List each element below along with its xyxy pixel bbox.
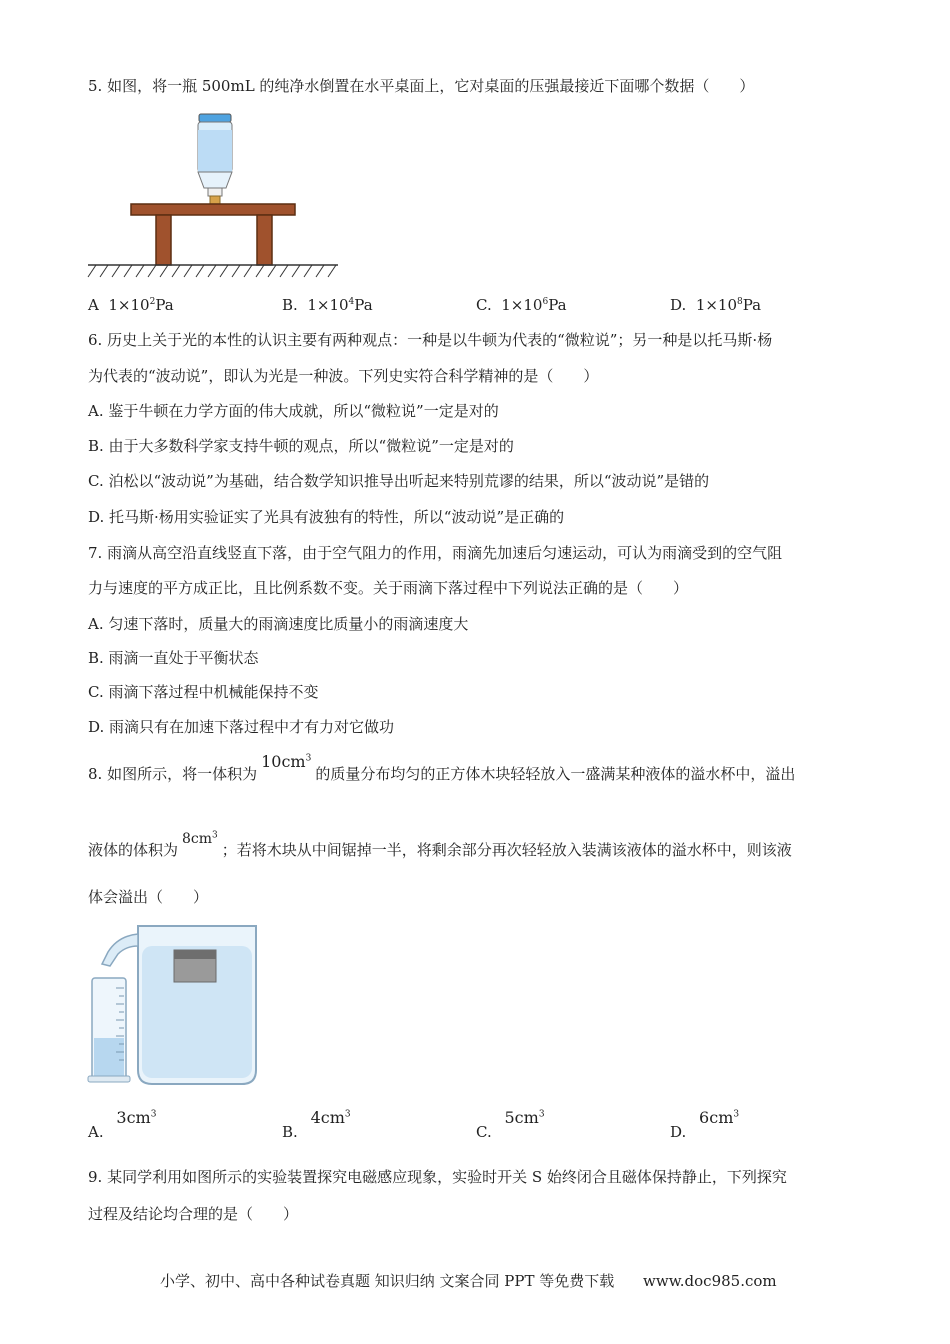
q6-option-c: C. 泊松以“波动说”为基础，结合数学知识推导出听起来特别荒谬的结果，所以“波动说”是错的 <box>88 472 710 490</box>
q8-stem-line3: 体会溢出（ ） <box>88 888 209 906</box>
q6-stem-line2: 为代表的“波动说”，即认为光是一种波。下列史实符合科学精神的是（ ） <box>88 367 599 385</box>
q7-option-a: A. 匀速下落时，质量大的雨滴速度比质量小的雨滴速度大 <box>88 615 469 633</box>
q6-stem-line1: 6. 历史上关于光的本性的认识主要有两种观点：一种是以牛顿为代表的“微粒说”；另一种是以托马斯·杨 <box>88 331 773 349</box>
q5-option-d: D. $1\times 10^8Pa$ <box>670 296 762 314</box>
q8-stem-line1: 8. 如图所示，将一体积为$10cm^3$的质量分布均匀的正方体木块轻轻放入一盛满某种液体的溢水杯中，溢出 <box>88 752 796 783</box>
q9-stem-line2: 过程及结论均合理的是（ ） <box>88 1205 299 1223</box>
q7-stem-line1: 7. 雨滴从高空沿直线竖直下落，由于空气阻力的作用，雨滴先加速后匀速运动，可认为雨滴受到的空气阻 <box>88 544 783 562</box>
q7-option-c: C. 雨滴下落过程中机械能保持不变 <box>88 683 319 701</box>
q5-option-c: C. $1\times 10^6Pa$ <box>476 296 567 314</box>
q6-option-d: D. 托马斯·杨用实验证实了光具有波独有的特性，所以“波动说”是正确的 <box>88 508 565 526</box>
q7-option-d: D. 雨滴只有在加速下落过程中才有力对它做功 <box>88 718 395 736</box>
bottle-on-table-figure <box>86 108 346 288</box>
footer-text: 小学、初中、高中各种试卷真题 知识归纳 文案合同 PPT 等免费下载 <box>160 1272 615 1290</box>
q5-option-a: A $1\times 10^2Pa$ <box>88 296 174 314</box>
q8-option-d: D. $6cm^3$ <box>670 1108 740 1141</box>
page-footer <box>160 1270 777 1291</box>
q7-stem-line2: 力与速度的平方成正比，且比例系数不变。关于雨滴下落过程中下列说法正确的是（ ） <box>88 579 689 597</box>
q7-option-b: B. 雨滴一直处于平衡状态 <box>88 649 259 667</box>
footer-url[interactable]: www.doc985.com <box>643 1272 777 1290</box>
q6-option-b: B. 由于大多数科学家支持牛顿的观点，所以“微粒说”一定是对的 <box>88 437 514 455</box>
q8-stem-line2: 液体的体积为$8cm^3$；若将木块从中间锯掉一半，将剩余部分再次轻轻放入装满该液体的溢水杯中，则该液 <box>88 830 792 859</box>
q5-stem: 5. 如图，将一瓶 500mL 的纯净水倒置在水平桌面上，它对桌面的压强最接近下面哪个数据（ ） <box>88 77 755 95</box>
q5-option-b: B. $1\times 10^4Pa$ <box>282 296 373 314</box>
q6-option-a: A. 鉴于牛顿在力学方面的伟大成就，所以“微粒说”一定是对的 <box>88 402 499 420</box>
q9-stem-line1: 9. 某同学利用如图所示的实验装置探究电磁感应现象，实验时开关 S 始终闭合且磁体保持静止，下列探究 <box>88 1168 787 1186</box>
q8-option-c: C. $5cm^3$ <box>476 1108 545 1141</box>
q8-option-a: A. $3cm^3$ <box>88 1108 157 1141</box>
overflow-cup-figure <box>88 920 263 1088</box>
q8-option-b: B. $4cm^3$ <box>282 1108 351 1141</box>
